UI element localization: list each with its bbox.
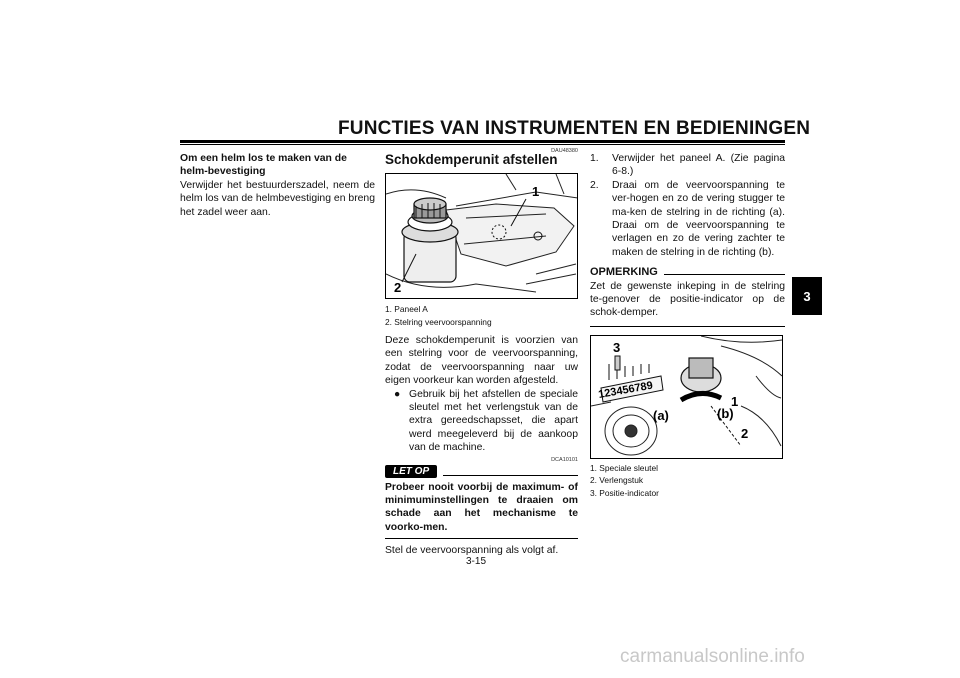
step-1: [590, 152, 785, 179]
caution-badge: LET OP: [385, 465, 437, 478]
step-1-number: 1.: [590, 153, 599, 164]
step-2: [590, 179, 785, 259]
bullet-dot: ●: [394, 388, 401, 400]
caution-text: Probeer nooit voorbij de maximum- of minimuminstellingen te draaien om schade aan het mechanisme te voorko-men.: [385, 481, 578, 533]
header-rule-thin: [180, 144, 785, 145]
column-steps: [590, 152, 785, 499]
note-text: Zet de gewenste inkeping in de stelring te-genover de positie-indicator op de schok-demper.: [590, 280, 785, 319]
column-helmet: [180, 152, 375, 219]
caution-header: [385, 465, 578, 478]
steps-list: [590, 152, 785, 259]
chapter-tab: 3: [792, 277, 822, 315]
scale-numbers: 123456789: [597, 379, 654, 401]
caution-end-rule: [385, 538, 578, 539]
callout-1b: 1: [731, 393, 739, 409]
caution-code: DCA10101: [551, 456, 578, 463]
label-b: (b): [717, 405, 734, 421]
step-2-text: Draai om de veervoorspanning te ver-hogen en zo de vering stugger te ma-ken de stelring in de richting (a). Draai om de veervoorspanning te verlagen en zo de vering zachter te maken de stelring in de richting (b).: [612, 179, 785, 258]
figure-captions: [385, 303, 578, 328]
callout-3: 3: [613, 339, 621, 355]
callout-1: 1: [532, 184, 540, 199]
helmet-heading: Om een helm los te maken van de helm-bevestiging: [180, 153, 347, 178]
watermark: carmanualsonline.info: [620, 646, 805, 667]
note-title: OPMERKING: [590, 266, 658, 279]
note-header: [590, 266, 785, 279]
caption-1: 1. Paneel A: [385, 304, 428, 314]
caution-rule: [443, 475, 578, 476]
bullet-text: Gebruik bij het afstellen de speciale sleutel met het verlengstuk van de extra gereedschapsset, die apart werd meegeleverd bij de aankoop van de machine.: [409, 388, 578, 454]
note-rule: [664, 274, 785, 275]
section-title: Schokdemperunit afstellen: [385, 152, 558, 167]
label-a: (a): [653, 407, 669, 423]
caption2-3: 3. Positie-indicator: [590, 487, 659, 498]
closing-text: Stel de veervoorspanning als volgt af.: [385, 545, 559, 557]
note-end-rule: [590, 326, 785, 327]
caption-2: 2. Stelring veervoorspanning: [385, 316, 492, 327]
page-header-title: FUNCTIES VAN INSTRUMENTEN EN BEDIENINGEN: [338, 118, 811, 139]
column-shock-absorber: [385, 148, 578, 558]
figure-special-wrench: [590, 335, 783, 459]
figure-panel-a: [385, 173, 578, 299]
callout-2: 2: [394, 280, 402, 295]
callout-2b: 2: [741, 425, 749, 441]
intro-paragraph: Deze schokdemperunit is voorzien van een stelring voor de veervoorspanning, zodat de veervoorspanning naar uw eigen voorkeur kan worden afgesteld.: [385, 335, 578, 387]
bullet-item: [385, 388, 578, 455]
step-1-text: Verwijder het paneel A. (Zie pagina 6-8.): [612, 153, 785, 178]
figure2-captions: [590, 462, 785, 500]
page-number: 3-15: [466, 556, 487, 567]
caption2-2: 2. Verlengstuk: [590, 475, 644, 486]
section-code: DAU48380: [551, 148, 578, 154]
caption2-1: 1. Speciale sleutel: [590, 462, 658, 473]
helmet-text: Verwijder het bestuurderszadel, neem de helm los van de helmbevestiging en breng het zadel weer aan.: [180, 179, 375, 218]
step-2-number: 2.: [590, 179, 599, 191]
header-rule: [180, 140, 785, 143]
